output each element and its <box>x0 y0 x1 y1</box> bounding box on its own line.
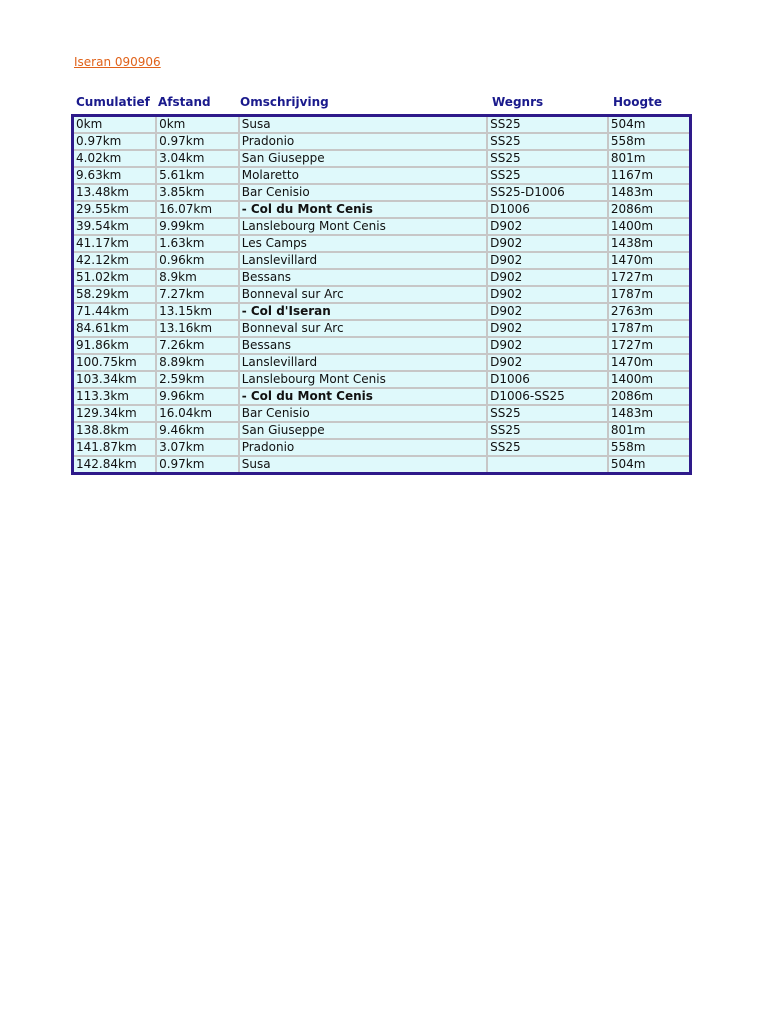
cell-hoogte: 1400m <box>609 372 689 389</box>
cell-wegnrs: D1006 <box>488 202 609 219</box>
table-row <box>74 134 689 151</box>
cell-omschrijving: Lanslevillard <box>240 355 488 372</box>
cell-omschrijving: - Col du Mont Cenis <box>240 202 488 219</box>
cell-afstand: 7.27km <box>157 287 240 304</box>
table-row <box>74 372 689 389</box>
cell-wegnrs: SS25 <box>488 423 609 440</box>
cell-omschrijving: Bar Cenisio <box>240 185 488 202</box>
cell-afstand: 16.04km <box>157 406 240 423</box>
cell-cumulatief: 71.44km <box>74 304 157 321</box>
cell-afstand: 9.96km <box>157 389 240 406</box>
cell-cumulatief: 141.87km <box>74 440 157 457</box>
cell-cumulatief: 58.29km <box>74 287 157 304</box>
cell-wegnrs: SS25 <box>488 134 609 151</box>
cell-wegnrs: D902 <box>488 253 609 270</box>
cell-omschrijving: Susa <box>240 117 488 134</box>
cell-cumulatief: 129.34km <box>74 406 157 423</box>
cell-cumulatief: 29.55km <box>74 202 157 219</box>
cell-hoogte: 1787m <box>609 287 689 304</box>
cell-hoogte: 2086m <box>609 389 689 406</box>
table-row <box>74 185 689 202</box>
table-header <box>74 95 694 111</box>
table-row <box>74 423 689 440</box>
cell-wegnrs: D1006 <box>488 372 609 389</box>
cell-wegnrs: D902 <box>488 321 609 338</box>
cell-cumulatief: 51.02km <box>74 270 157 287</box>
cell-wegnrs: D902 <box>488 236 609 253</box>
cell-hoogte: 1470m <box>609 253 689 270</box>
cell-wegnrs: SS25 <box>488 440 609 457</box>
cell-cumulatief: 42.12km <box>74 253 157 270</box>
cell-omschrijving: - Col du Mont Cenis <box>240 389 488 406</box>
cell-omschrijving: Susa <box>240 457 488 472</box>
cell-wegnrs: D902 <box>488 355 609 372</box>
cell-hoogte: 1470m <box>609 355 689 372</box>
cell-cumulatief: 103.34km <box>74 372 157 389</box>
cell-afstand: 5.61km <box>157 168 240 185</box>
cell-hoogte: 801m <box>609 423 689 440</box>
cell-afstand: 7.26km <box>157 338 240 355</box>
cell-afstand: 0.97km <box>157 134 240 151</box>
cell-cumulatief: 41.17km <box>74 236 157 253</box>
cell-hoogte: 2086m <box>609 202 689 219</box>
table-row <box>74 287 689 304</box>
table-row <box>74 202 689 219</box>
cell-cumulatief: 4.02km <box>74 151 157 168</box>
cell-hoogte: 1483m <box>609 185 689 202</box>
route-table-body <box>74 117 689 472</box>
table-row <box>74 389 689 406</box>
cell-omschrijving: - Col d'Iseran <box>240 304 488 321</box>
cell-cumulatief: 100.75km <box>74 355 157 372</box>
cell-hoogte: 1483m <box>609 406 689 423</box>
cell-afstand: 1.63km <box>157 236 240 253</box>
cell-wegnrs: D902 <box>488 304 609 321</box>
cell-cumulatief: 13.48km <box>74 185 157 202</box>
cell-cumulatief: 113.3km <box>74 389 157 406</box>
cell-afstand: 8.9km <box>157 270 240 287</box>
cell-cumulatief: 39.54km <box>74 219 157 236</box>
cell-cumulatief: 142.84km <box>74 457 157 472</box>
cell-afstand: 13.15km <box>157 304 240 321</box>
cell-wegnrs: SS25 <box>488 168 609 185</box>
cell-wegnrs: D902 <box>488 338 609 355</box>
cell-hoogte: 504m <box>609 457 689 472</box>
cell-cumulatief: 91.86km <box>74 338 157 355</box>
cell-hoogte: 801m <box>609 151 689 168</box>
table-row <box>74 236 689 253</box>
header-hoogte: Hoogte <box>613 95 662 109</box>
cell-wegnrs: D902 <box>488 270 609 287</box>
cell-afstand: 2.59km <box>157 372 240 389</box>
cell-omschrijving: Molaretto <box>240 168 488 185</box>
table-row <box>74 321 689 338</box>
header-wegnrs: Wegnrs <box>492 95 544 109</box>
cell-hoogte: 1727m <box>609 338 689 355</box>
cell-hoogte: 504m <box>609 117 689 134</box>
cell-omschrijving: Lanslebourg Mont Cenis <box>240 372 488 389</box>
cell-afstand: 3.07km <box>157 440 240 457</box>
table-row <box>74 355 689 372</box>
cell-hoogte: 1727m <box>609 270 689 287</box>
cell-afstand: 16.07km <box>157 202 240 219</box>
cell-hoogte: 1400m <box>609 219 689 236</box>
cell-wegnrs: D902 <box>488 287 609 304</box>
cell-omschrijving: San Giuseppe <box>240 151 488 168</box>
cell-omschrijving: Les Camps <box>240 236 488 253</box>
cell-cumulatief: 0km <box>74 117 157 134</box>
cell-wegnrs: SS25-D1006 <box>488 185 609 202</box>
cell-hoogte: 1438m <box>609 236 689 253</box>
cell-hoogte: 2763m <box>609 304 689 321</box>
cell-cumulatief: 9.63km <box>74 168 157 185</box>
cell-omschrijving: Bessans <box>240 270 488 287</box>
cell-afstand: 3.04km <box>157 151 240 168</box>
table-row <box>74 406 689 423</box>
table-row <box>74 338 689 355</box>
cell-afstand: 3.85km <box>157 185 240 202</box>
cell-afstand: 9.99km <box>157 219 240 236</box>
cell-omschrijving: Lanslevillard <box>240 253 488 270</box>
table-row <box>74 168 689 185</box>
cell-afstand: 0.97km <box>157 457 240 472</box>
cell-afstand: 0km <box>157 117 240 134</box>
cell-hoogte: 1167m <box>609 168 689 185</box>
cell-wegnrs <box>488 457 609 472</box>
cell-wegnrs: D1006-SS25 <box>488 389 609 406</box>
table-row <box>74 253 689 270</box>
cell-wegnrs: SS25 <box>488 151 609 168</box>
table-row <box>74 151 689 168</box>
route-title-link[interactable]: Iseran 090906 <box>74 55 161 69</box>
cell-hoogte: 558m <box>609 440 689 457</box>
table-row <box>74 219 689 236</box>
cell-afstand: 8.89km <box>157 355 240 372</box>
table-row <box>74 304 689 321</box>
header-omschrijving: Omschrijving <box>240 95 329 109</box>
header-afstand: Afstand <box>158 95 211 109</box>
cell-omschrijving: Lanslebourg Mont Cenis <box>240 219 488 236</box>
table-row <box>74 440 689 457</box>
cell-cumulatief: 84.61km <box>74 321 157 338</box>
cell-afstand: 9.46km <box>157 423 240 440</box>
cell-omschrijving: Bessans <box>240 338 488 355</box>
route-table <box>71 114 692 475</box>
cell-cumulatief: 138.8km <box>74 423 157 440</box>
cell-wegnrs: D902 <box>488 219 609 236</box>
cell-omschrijving: Bonneval sur Arc <box>240 321 488 338</box>
cell-omschrijving: Bonneval sur Arc <box>240 287 488 304</box>
cell-omschrijving: Bar Cenisio <box>240 406 488 423</box>
cell-hoogte: 558m <box>609 134 689 151</box>
cell-afstand: 0.96km <box>157 253 240 270</box>
cell-hoogte: 1787m <box>609 321 689 338</box>
cell-cumulatief: 0.97km <box>74 134 157 151</box>
cell-wegnrs: SS25 <box>488 406 609 423</box>
table-row <box>74 270 689 287</box>
table-row <box>74 457 689 472</box>
table-row <box>74 117 689 134</box>
cell-afstand: 13.16km <box>157 321 240 338</box>
cell-omschrijving: Pradonio <box>240 134 488 151</box>
cell-wegnrs: SS25 <box>488 117 609 134</box>
cell-omschrijving: Pradonio <box>240 440 488 457</box>
header-cumulatief: Cumulatief <box>76 95 150 109</box>
cell-omschrijving: San Giuseppe <box>240 423 488 440</box>
